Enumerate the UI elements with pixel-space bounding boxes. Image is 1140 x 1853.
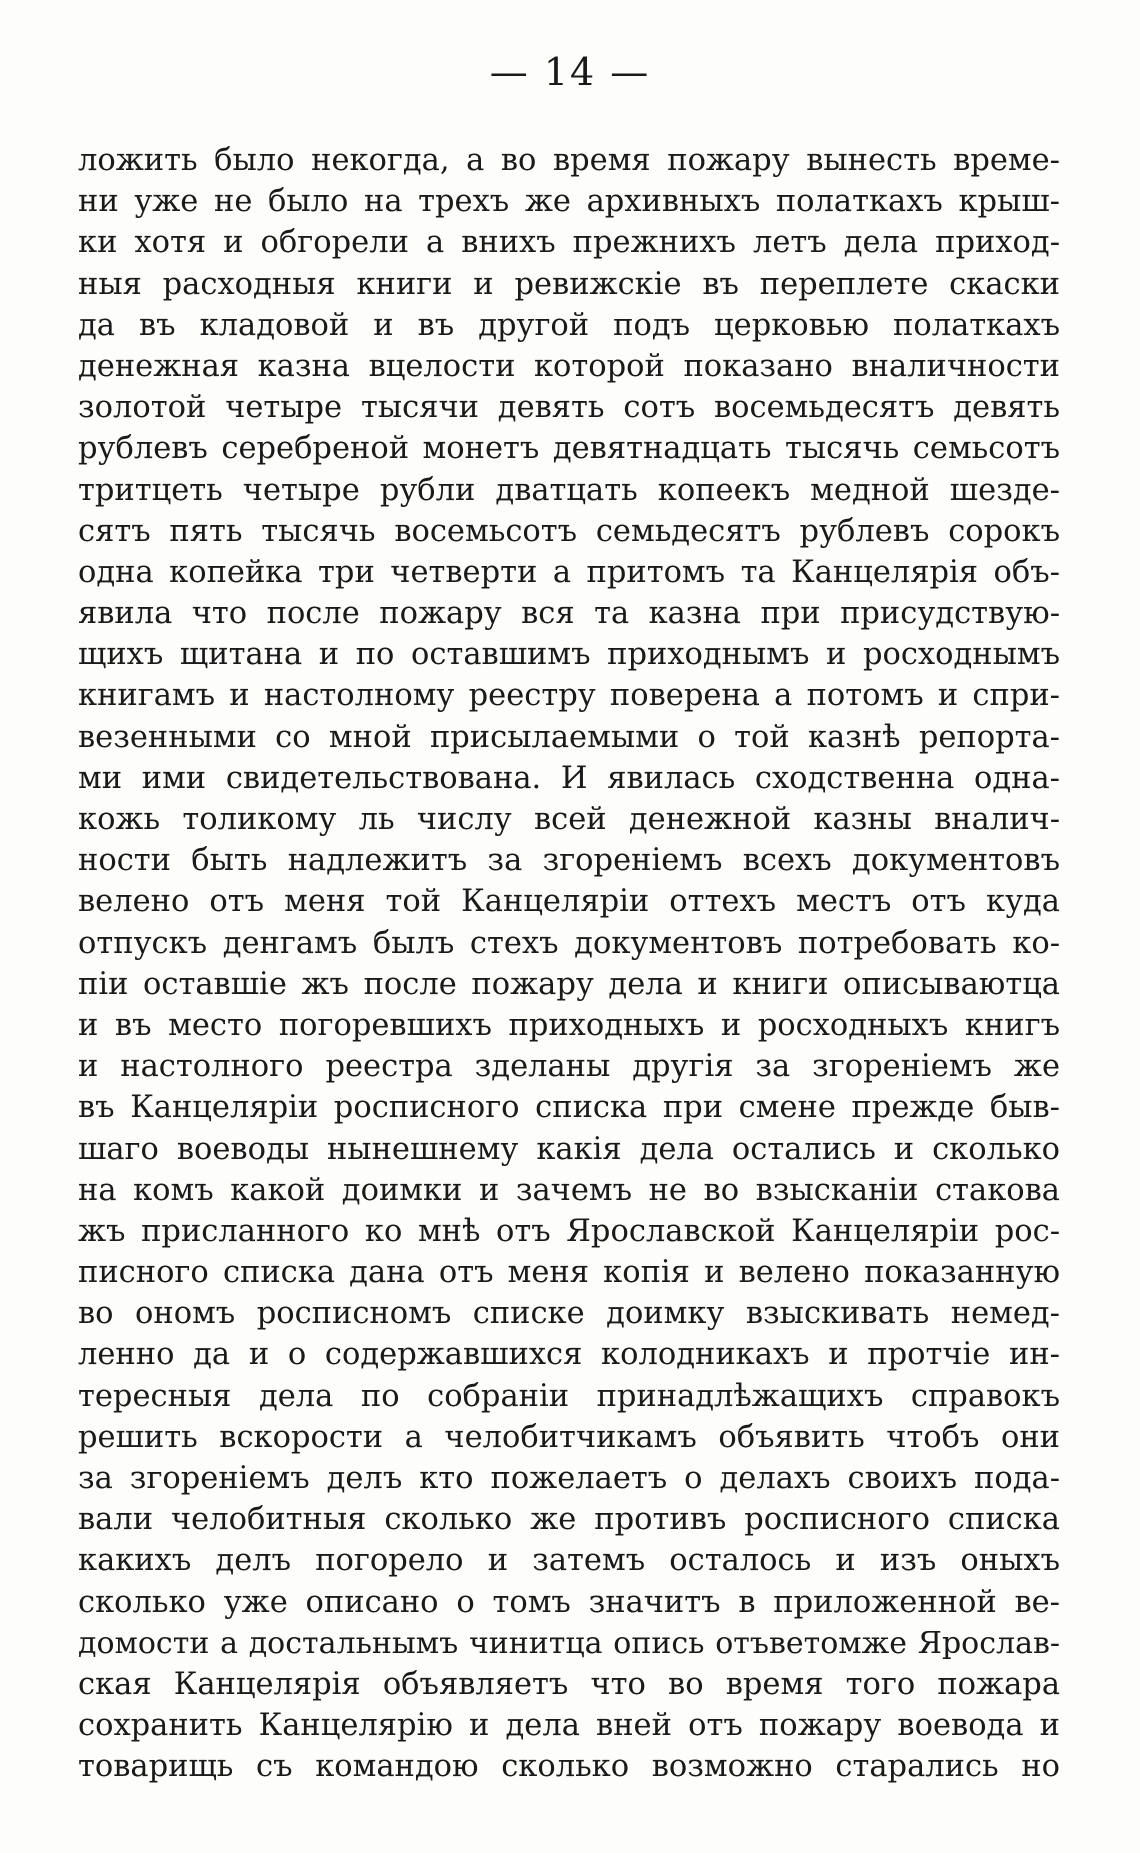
text-line: сохранить Канцелярію и дела вней отъ пожару воевода и [78,1708,1060,1744]
text-line: ности быть надлежитъ за згореніемъ всехъ документовъ [78,843,1060,879]
text-line: денежная казна вцелости которой показано вналичности [78,348,1060,384]
text-line: ни уже не было на трехъ же архивныхъ полаткахъ крыш- [78,184,1060,220]
text-line: и настолного реестра зделаны другія за згореніемъ же [78,1049,1060,1085]
text-line: домости а достальнымъ чинитца опись отъветомже Ярослав- [78,1625,1060,1661]
text-line: жъ присланного ко мнѣ отъ Ярославской Канцеляріи рос- [78,1213,1060,1249]
text-line: одна копейка три четверти а притомъ та Канцелярія объ- [78,554,1060,590]
text-line: товарищь съ командою сколько возможно старались но [78,1749,1060,1785]
text-line: и въ место погоревшихъ приходныхъ и росходныхъ книгъ [78,1007,1060,1043]
text-line: какихъ делъ погорело и затемъ осталось и изъ оныхъ [78,1543,1060,1579]
text-line: ленно да и о содержавшихся колодникахъ и протчіе ин- [78,1337,1060,1373]
text-line: шаго воеводы нынешнему какія дела остались и сколько [78,1131,1060,1167]
text-line: ложить было некогда, а во время пожару вынесть време- [78,143,1060,178]
text-line: золотой четыре тысячи девять сотъ восемьдесятъ девять [78,390,1060,426]
text-line: ки хотя и обгорели а внихъ прежнихъ летъ дела приход- [78,225,1060,261]
text-line: щихъ щитана и по оставшимъ приходнымъ и росходнымъ [78,637,1060,673]
body-text [78,140,1060,1788]
text-line: во ономъ росписномъ списке доимку взыскивать немед- [78,1296,1060,1332]
text-line: ныя расходныя книги и ревижскіе въ переплете скаски [78,266,1060,302]
text-line: вали челобитныя сколько же противъ росписного списка [78,1502,1060,1538]
text-line: на комъ какой доимки и зачемъ не во взысканіи стакова [78,1172,1060,1208]
text-line: велено отъ меня той Канцеляріи оттехъ местъ отъ куда [78,884,1060,920]
text-line: везенными со мной присылаемыми о той казнѣ репорта- [78,719,1060,755]
text-line: книгамъ и настолному реестру поверена а потомъ и спри- [78,678,1060,714]
page-number: — 14 — [489,50,651,94]
text-line: ская Канцелярія объявляетъ что во время того пожара [78,1666,1060,1702]
text-line: въ Канцеляріи росписного списка при смене прежде быв- [78,1090,1060,1126]
text-line: писного списка дана отъ меня копія и велено показанную [78,1255,1060,1291]
text-line: явила что после пожару вся та казна при присудствую- [78,596,1060,632]
text-line: кожь толикому ль числу всей денежной казны вналич- [78,802,1060,837]
text-line: отпускъ денгамъ былъ стехъ документовъ потребовать ко- [78,925,1060,961]
text-line: тритцеть четыре рубли дватцать копеекъ медной шезде- [78,472,1060,508]
text-line: решить вскорости а челобитчикамъ объявить чтобъ они [78,1419,1060,1455]
text-line: піи оставшіе жъ после пожару дела и книги описываютца [78,966,1060,1002]
text-line: сколько уже описано о томъ значитъ в приложенной ве- [78,1584,1060,1620]
text-line: рублевъ серебреной монетъ девятнадцать тысячь семьсотъ [78,431,1060,467]
text-line: да въ кладовой и въ другой подъ церковью полаткахъ [78,307,1060,343]
text-line: за згореніемъ делъ кто пожелаетъ о делахъ своихъ пода- [78,1461,1060,1496]
text-line: сятъ пять тысячь восемьсотъ семьдесятъ рублевъ сорокъ [78,513,1060,549]
text-line: ми ими свидетельствована. И явилась сходственна одна- [78,760,1060,796]
text-line: тересныя дела по собраніи принадлѣжащихъ справокъ [78,1378,1060,1414]
